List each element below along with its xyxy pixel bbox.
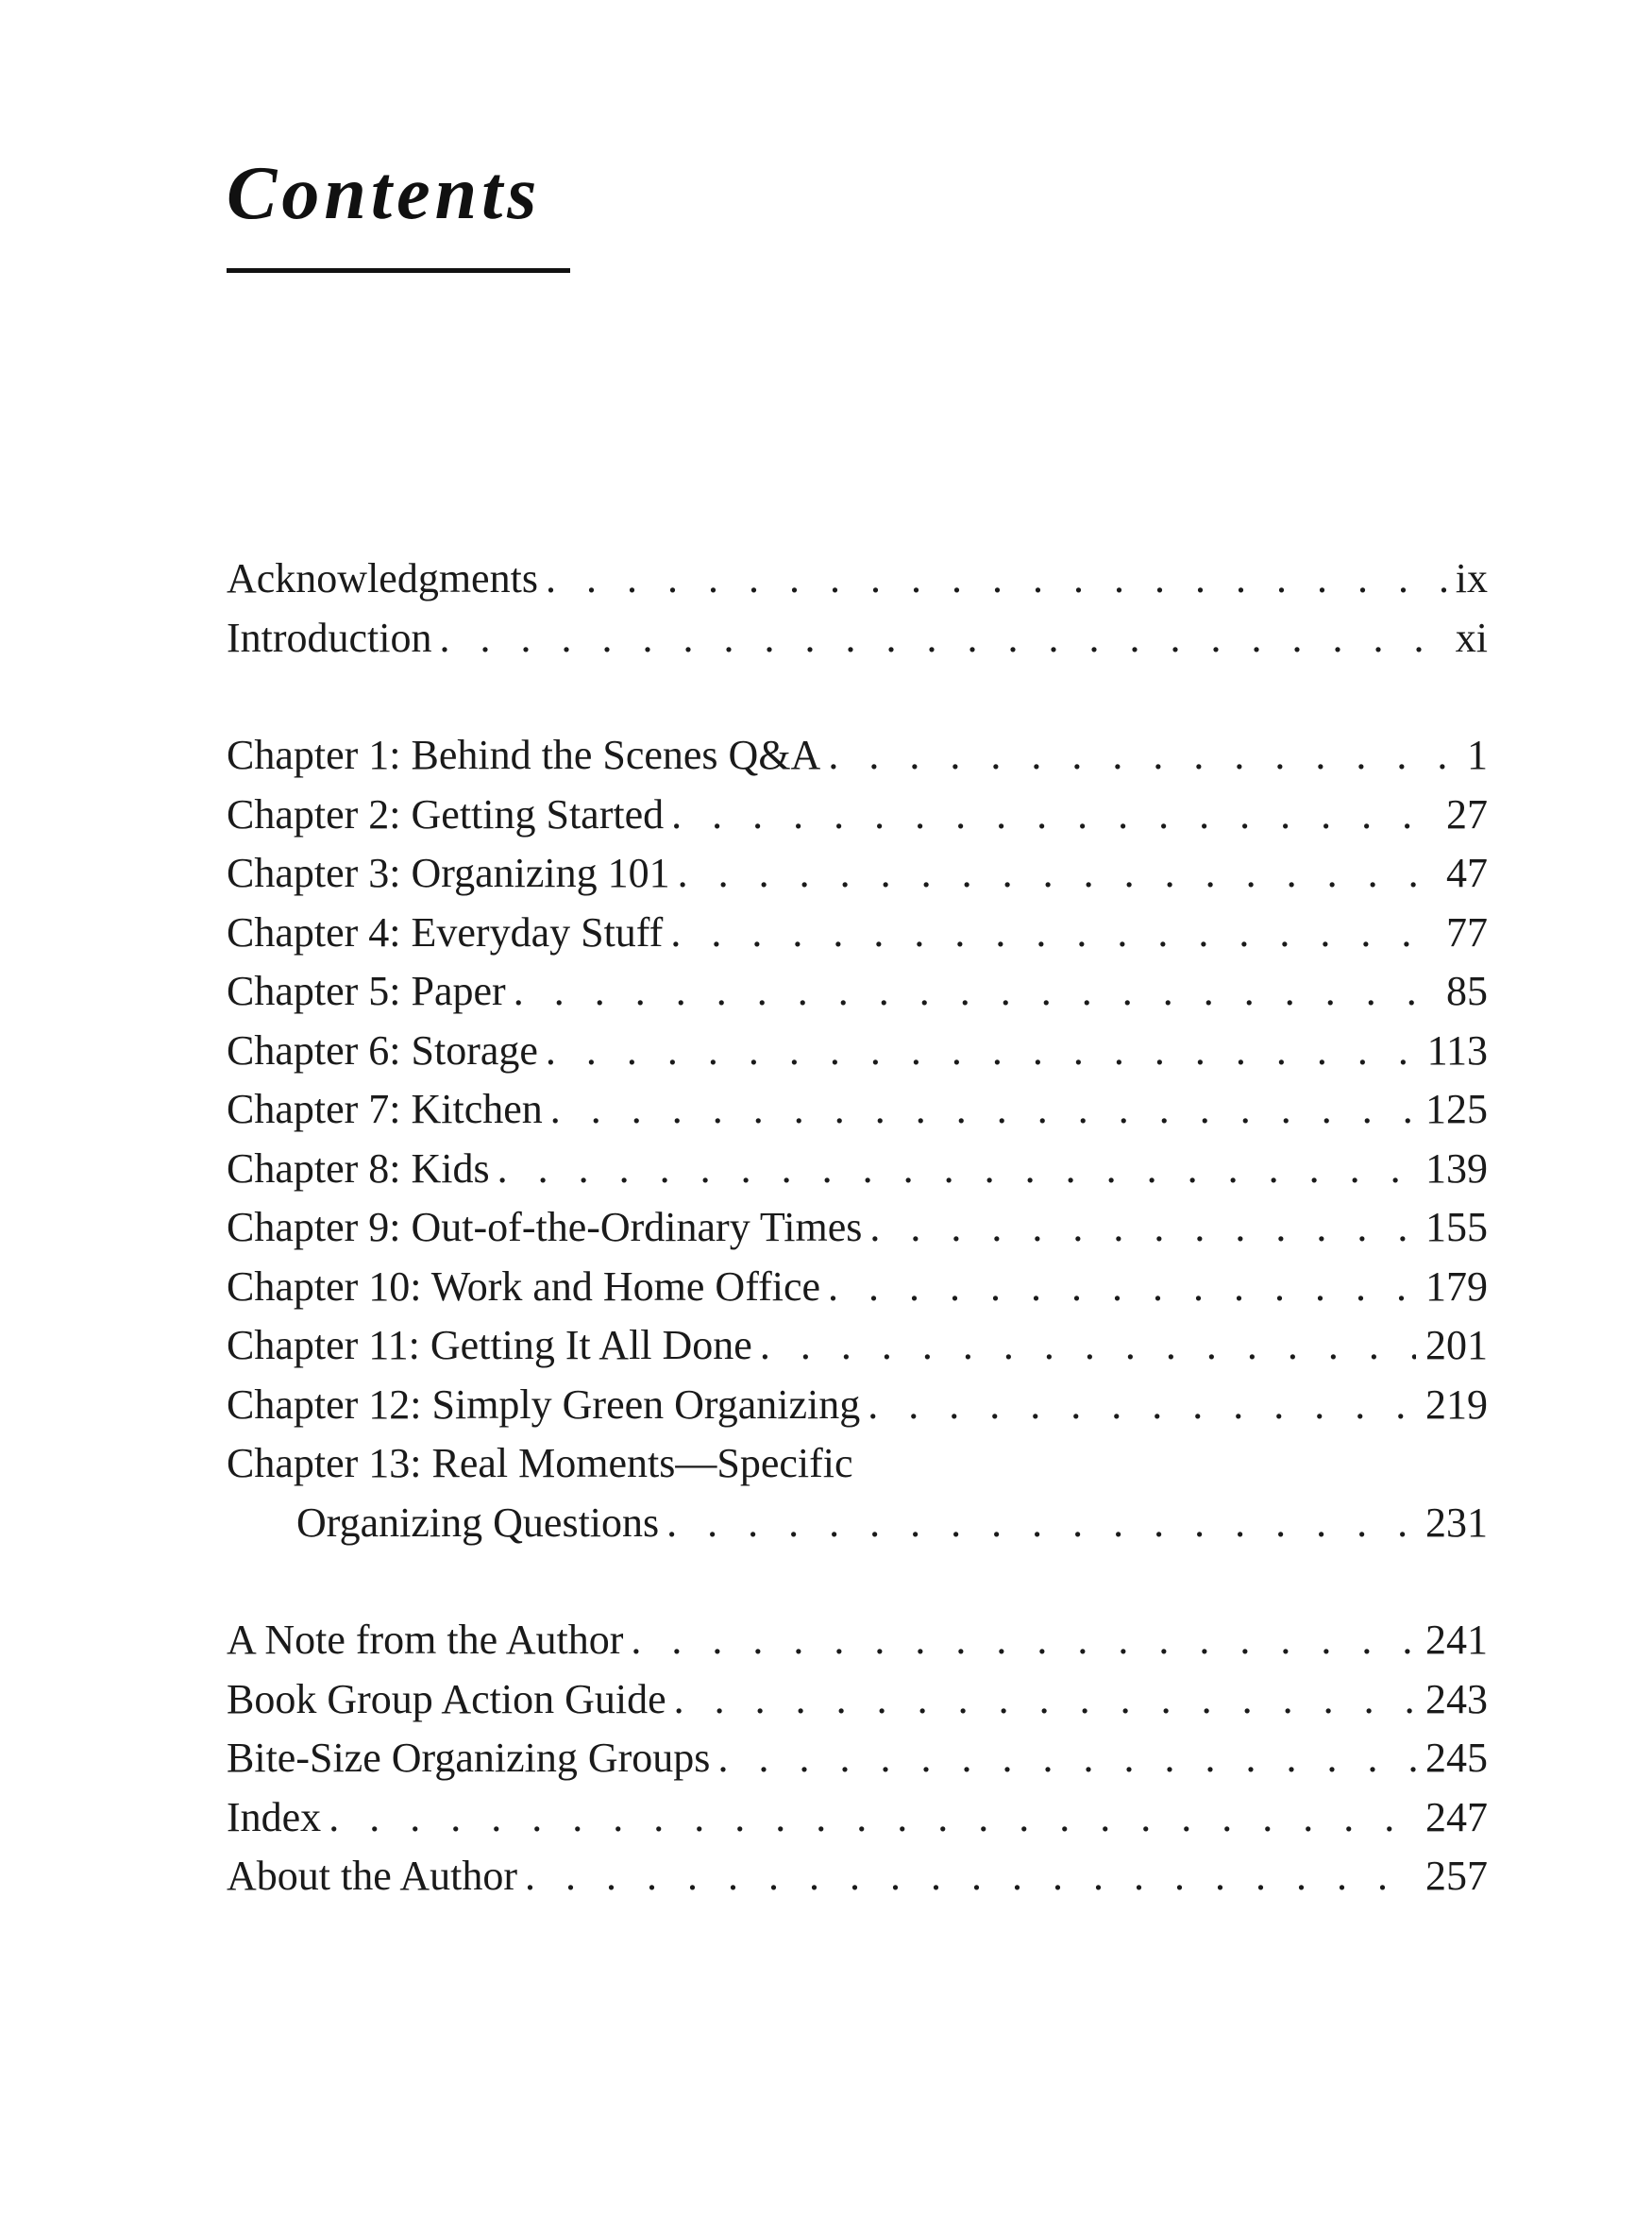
- toc-entry-label: Chapter 3: Organizing 101: [227, 850, 670, 896]
- toc-entry-chapter-4[interactable]: [227, 904, 1488, 963]
- dot-leader: [671, 786, 1437, 845]
- toc-entry-chapter-13-line1[interactable]: Chapter 13: Real Moments—Specific: [227, 1440, 853, 1486]
- toc-entry-introduction[interactable]: [227, 609, 1488, 669]
- dot-leader: [497, 1140, 1416, 1199]
- dot-leader: [828, 726, 1458, 786]
- toc-entry-label: Chapter 5: Paper: [227, 968, 506, 1014]
- page-title: Contents: [227, 152, 542, 235]
- toc-entry-label: A Note from the Author: [227, 1617, 624, 1663]
- toc-entry-label: Chapter 7: Kitchen: [227, 1086, 543, 1132]
- toc-entry-page: xi: [1455, 614, 1488, 661]
- toc-entry-page: 47: [1446, 850, 1488, 896]
- dot-leader: [670, 904, 1437, 963]
- toc-entry-page: 85: [1446, 968, 1488, 1014]
- toc-entry-chapter-11[interactable]: [227, 1316, 1488, 1376]
- toc-entry-book-group-guide[interactable]: [227, 1670, 1488, 1730]
- dot-leader: [868, 1376, 1416, 1435]
- toc-entry-chapter-10[interactable]: [227, 1258, 1488, 1317]
- dot-leader: [440, 609, 1446, 669]
- toc-front-matter: [227, 550, 1488, 668]
- dot-leader: [869, 1198, 1416, 1258]
- dot-leader: [546, 550, 1446, 609]
- toc-entry-label: Chapter 12: Simply Green Organizing: [227, 1381, 861, 1428]
- toc-entry-chapter-6[interactable]: [227, 1022, 1488, 1081]
- toc-entry-chapter-3[interactable]: [227, 844, 1488, 904]
- toc-entry-label: Book Group Action Guide: [227, 1675, 666, 1722]
- toc-entry-chapter-13[interactable]: [227, 1494, 1488, 1553]
- dot-leader: [666, 1494, 1416, 1553]
- dot-leader: [760, 1316, 1416, 1376]
- dot-leader: [717, 1729, 1416, 1788]
- toc-entry-label: Index: [227, 1793, 322, 1840]
- toc-entry-page: 219: [1425, 1381, 1488, 1428]
- toc-entry-page: 241: [1425, 1617, 1488, 1663]
- toc-entry-page: 1: [1467, 732, 1488, 778]
- dot-leader: [678, 844, 1437, 904]
- toc-entry-label: Chapter 8: Kids: [227, 1144, 490, 1192]
- toc-entry-label: Introduction: [227, 614, 432, 661]
- toc-entry-page: 201: [1425, 1322, 1488, 1368]
- toc-entry-label: Bite-Size Organizing Groups: [227, 1735, 711, 1781]
- toc-entry-chapter-2[interactable]: [227, 786, 1488, 845]
- toc-entry-page: 245: [1425, 1735, 1488, 1781]
- toc-entry-chapter-5[interactable]: [227, 962, 1488, 1022]
- toc-entry-chapter-12[interactable]: [227, 1376, 1488, 1435]
- toc-entry-chapter-8[interactable]: [227, 1140, 1488, 1199]
- toc-entry-bite-size-groups[interactable]: [227, 1729, 1488, 1788]
- dot-leader: [329, 1788, 1416, 1848]
- toc-entry-page: 155: [1425, 1204, 1488, 1250]
- toc-entry-chapter-7[interactable]: [227, 1080, 1488, 1140]
- toc-entry-page: 247: [1425, 1793, 1488, 1840]
- toc-entry-chapter-1[interactable]: [227, 726, 1488, 786]
- toc-entry-page: 125: [1425, 1086, 1488, 1132]
- toc-entry-label: Chapter 4: Everyday Stuff: [227, 908, 664, 956]
- toc-entry-page: 139: [1425, 1144, 1488, 1192]
- toc-chapters: [227, 726, 1488, 1552]
- toc-entry-label: Chapter 6: Storage: [227, 1026, 538, 1074]
- dot-leader: [514, 962, 1437, 1022]
- title-underline: [227, 268, 570, 273]
- toc-entry-label: Organizing Questions: [296, 1499, 660, 1546]
- toc-entry-label: Chapter 9: Out-of-the-Ordinary Times: [227, 1204, 863, 1250]
- dot-leader: [674, 1670, 1416, 1730]
- toc-entry-page: 77: [1446, 908, 1488, 956]
- toc-entry-label: Acknowledgments: [227, 555, 538, 601]
- toc-entry-page: ix: [1455, 555, 1488, 601]
- toc-back-matter: [227, 1611, 1488, 1906]
- toc-entry-index[interactable]: [227, 1788, 1488, 1848]
- toc-entry-label: About the Author: [227, 1853, 517, 1899]
- dot-leader: [550, 1080, 1416, 1140]
- dot-leader: [546, 1022, 1418, 1081]
- dot-leader: [525, 1847, 1416, 1906]
- dot-leader: [631, 1611, 1416, 1670]
- toc-entry-page: 113: [1426, 1026, 1488, 1074]
- toc-entry-acknowledgments[interactable]: [227, 550, 1488, 609]
- toc-entry-label: Chapter 2: Getting Started: [227, 790, 665, 838]
- dot-leader: [828, 1258, 1416, 1317]
- toc-entry-page: 243: [1425, 1675, 1488, 1722]
- toc-entry-page: 257: [1425, 1853, 1488, 1899]
- toc-entry-about-author[interactable]: [227, 1847, 1488, 1906]
- toc-entry-page: 179: [1425, 1262, 1488, 1310]
- toc-entry-page: 231: [1425, 1499, 1488, 1546]
- toc-entry-label: Chapter 1: Behind the Scenes Q&A: [227, 732, 821, 778]
- toc-entry-label: Chapter 11: Getting It All Done: [227, 1322, 752, 1368]
- toc-entry-page: 27: [1446, 790, 1488, 838]
- toc-entry-note-from-author[interactable]: [227, 1611, 1488, 1670]
- toc-entry-chapter-9[interactable]: [227, 1198, 1488, 1258]
- toc-entry-label: Chapter 10: Work and Home Office: [227, 1262, 820, 1310]
